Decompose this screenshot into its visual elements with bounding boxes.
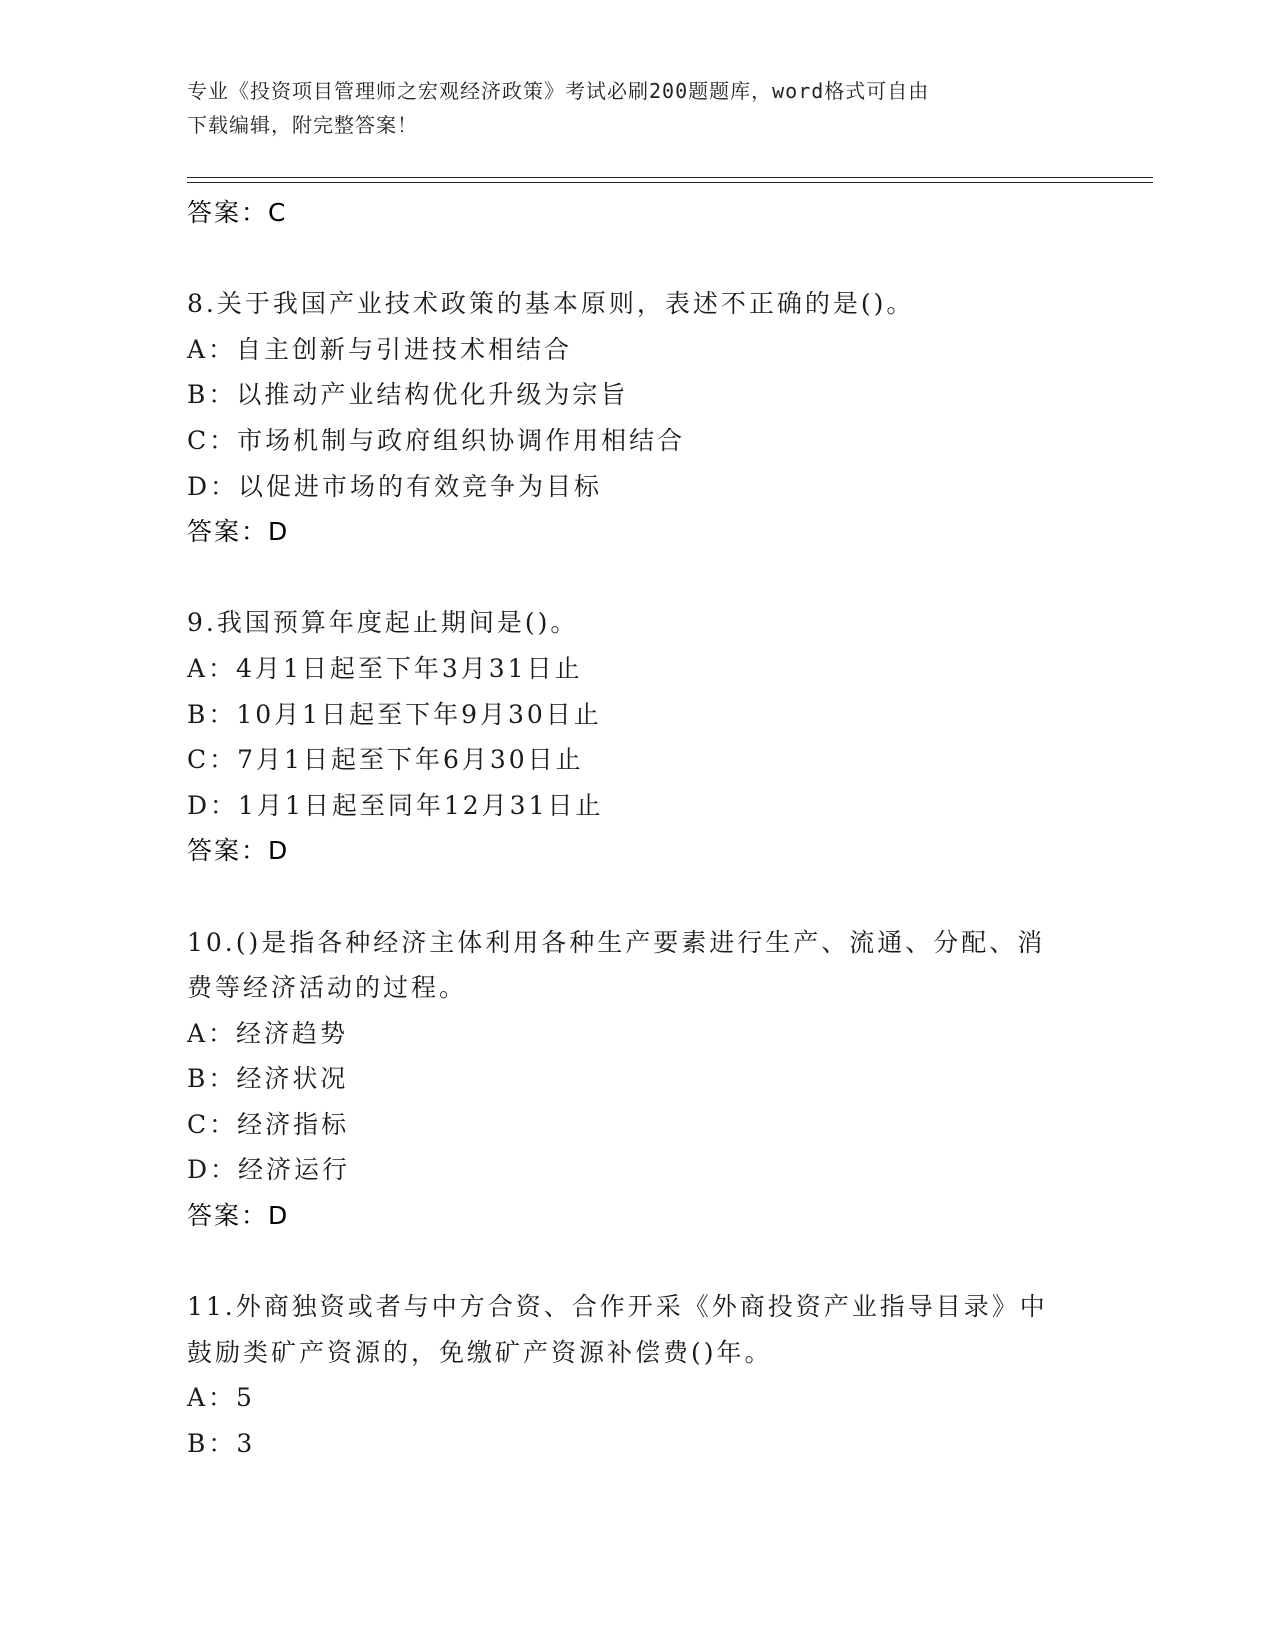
option-b: B：以推动产业结构优化升级为宗旨 — [187, 380, 629, 410]
answer-line: 答案：D — [187, 517, 290, 547]
option-a: A：5 — [187, 1383, 255, 1413]
option-a: A：经济趋势 — [187, 1018, 349, 1048]
question-stem-line-1: 10.()是指各种经济主体利用各种生产要素进行生产、流通、分配、消 — [187, 927, 1046, 957]
header-divider-top — [187, 177, 1153, 178]
question-stem: 8.关于我国产业技术政策的基本原则，表述不正确的是()。 — [187, 289, 915, 319]
question-block — [187, 1284, 1087, 1466]
spacer — [187, 236, 1087, 282]
question-block — [187, 600, 1087, 874]
question-stem-line-2: 费等经济活动的过程。 — [187, 973, 468, 1003]
header-divider-bottom — [187, 182, 1153, 183]
header-line-2: 下载编辑，附完整答案！ — [187, 113, 418, 137]
spacer — [187, 1239, 1087, 1285]
option-c: C：7月1日起至下年6月30日止 — [187, 745, 584, 775]
option-d: D：1月1日起至同年12月31日止 — [187, 790, 604, 820]
question-list — [187, 190, 1087, 1467]
option-b: B：3 — [187, 1429, 256, 1459]
option-b: B：10月1日起至下年9月30日止 — [187, 699, 602, 729]
question-stem-line-2: 鼓励类矿产资源的，免缴矿产资源补偿费()年。 — [187, 1337, 773, 1367]
option-c: C：经济指标 — [187, 1109, 350, 1139]
previous-answer: 答案：C — [187, 198, 288, 227]
option-d: D：经济运行 — [187, 1155, 351, 1185]
option-a: A：自主创新与引进技术相结合 — [187, 334, 573, 364]
answer-line: 答案：D — [187, 1201, 290, 1231]
option-a: A：4月1日起至下年3月31日止 — [187, 653, 583, 683]
header-line-1: 专业《投资项目管理师之宏观经济政策》考试必刷200题题库，word格式可自由 — [187, 79, 930, 103]
question-block — [187, 281, 1087, 555]
spacer — [187, 555, 1087, 601]
option-d: D：以促进市场的有效竞争为目标 — [187, 471, 603, 501]
option-b: B：经济状况 — [187, 1064, 349, 1094]
document-header — [187, 74, 1067, 142]
question-stem: 9.我国预算年度起止期间是()。 — [187, 608, 579, 638]
option-c: C：市场机制与政府组织协调作用相结合 — [187, 425, 686, 455]
question-block — [187, 920, 1087, 1239]
question-stem-line-1: 11.外商独资或者与中方合资、合作开采《外商投资产业指导目录》中 — [187, 1292, 1048, 1322]
answer-line: 答案：D — [187, 836, 290, 866]
spacer — [187, 874, 1087, 920]
